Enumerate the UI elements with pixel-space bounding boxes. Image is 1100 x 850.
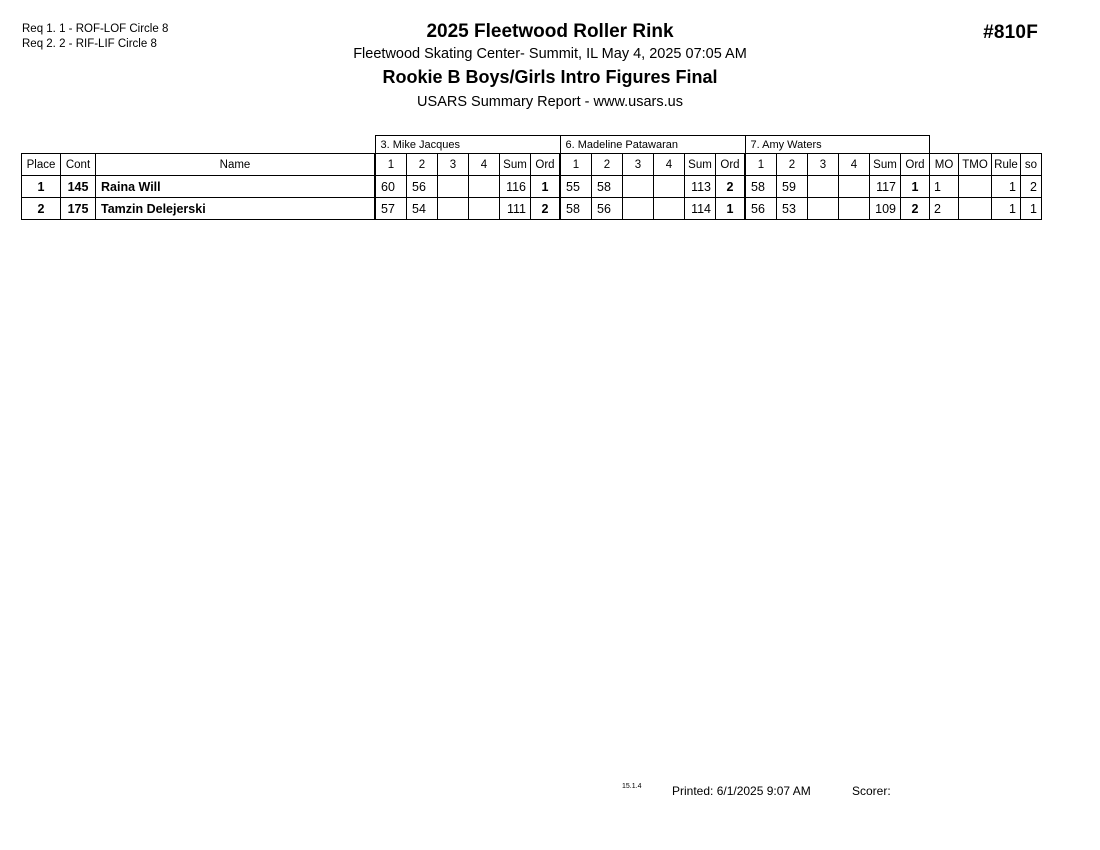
col-rule: Rule [992, 154, 1021, 176]
cell-rule: 1 [992, 176, 1021, 198]
cell-cont: 175 [61, 198, 96, 220]
judge-panel-1: 3. Mike Jacques [375, 136, 560, 154]
cell-j1-sum: 116 [500, 176, 531, 198]
event-number: #810F [983, 22, 1038, 43]
cell-j3-score-2: 59 [777, 176, 808, 198]
cell-j1-score-3 [438, 198, 469, 220]
col-j2-score-1: 1 [560, 154, 592, 176]
col-j1-sum: Sum [500, 154, 531, 176]
page-title: 2025 Fleetwood Roller Rink [426, 21, 674, 42]
col-j3-sum: Sum [870, 154, 901, 176]
cell-rule: 1 [992, 198, 1021, 220]
col-cont: Cont [61, 154, 96, 176]
col-tmo: TMO [959, 154, 992, 176]
cell-tmo [959, 198, 992, 220]
cell-name: Tamzin Delejerski [96, 198, 376, 220]
col-j2-score-4: 4 [654, 154, 685, 176]
cell-j1-score-4 [469, 198, 500, 220]
cell-j3-score-1: 58 [745, 176, 777, 198]
cell-j3-score-1: 56 [745, 198, 777, 220]
cell-so: 2 [1021, 176, 1042, 198]
col-place: Place [22, 154, 61, 176]
cell-j3-sum: 117 [870, 176, 901, 198]
judge-banner-tail [930, 136, 1042, 154]
report-subtitle: USARS Summary Report - www.usars.us [417, 94, 683, 110]
col-j1-score-3: 3 [438, 154, 469, 176]
col-j1-score-2: 2 [407, 154, 438, 176]
results-table [21, 135, 1042, 220]
judge-banner-row [22, 136, 1042, 154]
cell-place: 2 [22, 198, 61, 220]
event-title: Rookie B Boys/Girls Intro Figures Final [382, 67, 718, 87]
cell-j1-ord: 1 [531, 176, 561, 198]
cell-j1-score-2: 54 [407, 198, 438, 220]
cell-j1-score-2: 56 [407, 176, 438, 198]
version-label: 15.1.4 [622, 783, 642, 790]
venue-line: Fleetwood Skating Center- Summit, IL May 4, 2025 07:05 AM [353, 46, 747, 62]
cell-j2-score-1: 55 [560, 176, 592, 198]
cell-tmo [959, 176, 992, 198]
col-j3-ord: Ord [901, 154, 930, 176]
col-j3-score-1: 1 [745, 154, 777, 176]
cell-j2-score-3 [623, 198, 654, 220]
cell-j3-score-4 [839, 176, 870, 198]
cell-j2-score-2: 58 [592, 176, 623, 198]
cell-j1-score-3 [438, 176, 469, 198]
cell-j3-ord: 2 [901, 198, 930, 220]
judge-banner-spacer [22, 136, 376, 154]
col-j2-score-3: 3 [623, 154, 654, 176]
printed-timestamp: Printed: 6/1/2025 9:07 AM [672, 784, 811, 798]
table-header-row [22, 154, 1042, 176]
results-table-container [21, 135, 1042, 220]
col-j3-score-3: 3 [808, 154, 839, 176]
col-name: Name [96, 154, 376, 176]
cell-j3-score-2: 53 [777, 198, 808, 220]
cell-j1-score-1: 57 [375, 198, 407, 220]
cell-place: 1 [22, 176, 61, 198]
cell-j2-score-1: 58 [560, 198, 592, 220]
col-j3-score-2: 2 [777, 154, 808, 176]
cell-j3-ord: 1 [901, 176, 930, 198]
cell-j2-ord: 2 [716, 176, 746, 198]
cell-mo: 1 [930, 176, 959, 198]
col-j2-sum: Sum [685, 154, 716, 176]
cell-j2-sum: 113 [685, 176, 716, 198]
report-header [0, 20, 1100, 114]
col-j2-score-2: 2 [592, 154, 623, 176]
col-j3-score-4: 4 [839, 154, 870, 176]
scorer-label: Scorer: [852, 784, 891, 798]
cell-so: 1 [1021, 198, 1042, 220]
cell-j1-score-4 [469, 176, 500, 198]
cell-j2-sum: 114 [685, 198, 716, 220]
cell-cont: 145 [61, 176, 96, 198]
cell-j2-score-4 [654, 198, 685, 220]
cell-j1-score-1: 60 [375, 176, 407, 198]
cell-j3-sum: 109 [870, 198, 901, 220]
table-row [22, 198, 1042, 220]
cell-j2-score-4 [654, 176, 685, 198]
cell-j3-score-4 [839, 198, 870, 220]
cell-j1-sum: 111 [500, 198, 531, 220]
cell-j2-score-2: 56 [592, 198, 623, 220]
col-j2-ord: Ord [716, 154, 746, 176]
requirement-line-1: Req 1. 1 - ROF-LOF Circle 8 [22, 23, 169, 35]
requirement-line-2: Req 2. 2 - RIF-LIF Circle 8 [22, 38, 157, 50]
cell-j3-score-3 [808, 176, 839, 198]
cell-j2-score-3 [623, 176, 654, 198]
col-j1-score-4: 4 [469, 154, 500, 176]
col-j1-score-1: 1 [375, 154, 407, 176]
table-row [22, 176, 1042, 198]
cell-j1-ord: 2 [531, 198, 561, 220]
col-mo: MO [930, 154, 959, 176]
col-j1-ord: Ord [531, 154, 561, 176]
cell-name: Raina Will [96, 176, 376, 198]
cell-j2-ord: 1 [716, 198, 746, 220]
cell-mo: 2 [930, 198, 959, 220]
col-so: so [1021, 154, 1042, 176]
judge-panel-3: 7. Amy Waters [745, 136, 930, 154]
judge-panel-2: 6. Madeline Patawaran [560, 136, 745, 154]
cell-j3-score-3 [808, 198, 839, 220]
